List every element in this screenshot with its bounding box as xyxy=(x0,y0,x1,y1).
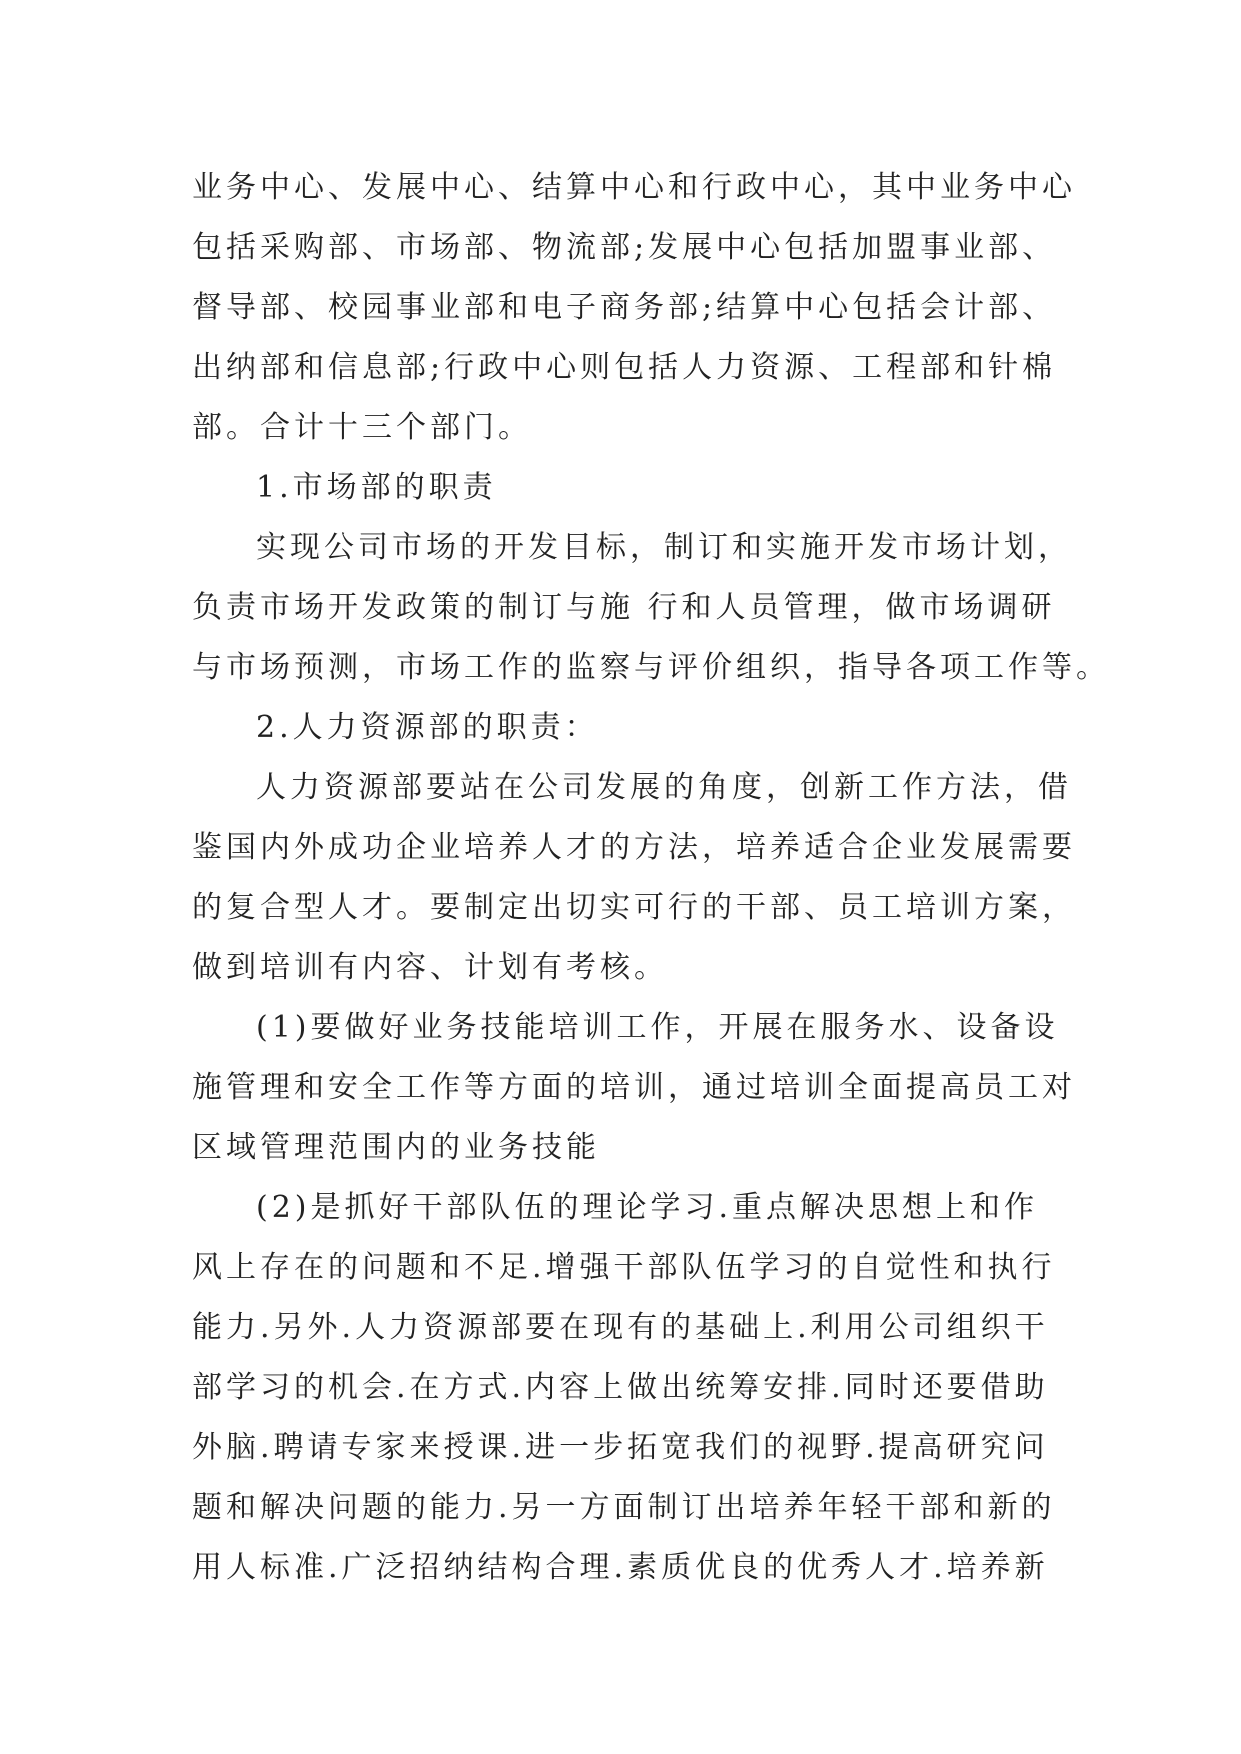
list-item-2: (2)是抓好干部队伍的理论学习.重点解决思想上和作 xyxy=(256,1190,1039,1225)
text-line: 能力.另外.人力资源部要在现有的基础上.利用公司组织干 xyxy=(192,1310,1049,1345)
text-line: 风上存在的问题和不足.增强干部队伍学习的自觉性和执行 xyxy=(192,1250,1056,1285)
text-line: 实现公司市场的开发目标，制订和实施开发市场计划， xyxy=(256,530,1072,565)
list-item-1: (1)要做好业务技能培训工作，开展在服务水、设备设 xyxy=(256,1010,1059,1045)
text-line: 业务中心、发展中心、结算中心和行政中心，其中业务中心 xyxy=(192,170,1076,205)
text-line: 鉴国内外成功企业培养人才的方法，培养适合企业发展需要 xyxy=(192,830,1076,865)
text-line: 人力资源部要站在公司发展的角度，创新工作方法，借 xyxy=(256,770,1072,805)
text-line: 题和解决问题的能力.另一方面制订出培养年轻干部和新的 xyxy=(192,1490,1056,1525)
section-heading-market-dept: 1.市场部的职责 xyxy=(256,470,497,505)
text-line: 区域管理范围内的业务技能 xyxy=(192,1130,600,1165)
text-line: 与市场预测，市场工作的监察与评价组织，指导各项工作等。 xyxy=(192,650,1110,685)
text-line: 包括采购部、市场部、物流部;发展中心包括加盟事业部、 xyxy=(192,230,1057,265)
text-line: 负责市场开发政策的制订与施 行和人员管理，做市场调研 xyxy=(192,590,1056,625)
section-heading-hr-dept: 2.人力资源部的职责： xyxy=(256,710,599,745)
text-line: 用人标准.广泛招纳结构合理.素质优良的优秀人才.培养新 xyxy=(192,1550,1049,1585)
text-line: 部。合计十三个部门。 xyxy=(192,410,532,445)
text-line: 的复合型人才。要制定出切实可行的干部、员工培训方案， xyxy=(192,890,1076,925)
text-line: 出纳部和信息部;行政中心则包括人力资源、工程部和针棉 xyxy=(192,350,1057,385)
text-line: 做到培训有内容、计划有考核。 xyxy=(192,950,668,985)
document-body xyxy=(192,158,1110,1598)
text-line: 部学习的机会.在方式.内容上做出统筹安排.同时还要借助 xyxy=(192,1370,1049,1405)
text-line: 外脑.聘请专家来授课.进一步拓宽我们的视野.提高研究问 xyxy=(192,1430,1049,1465)
text-line: 施管理和安全工作等方面的培训，通过培训全面提高员工对 xyxy=(192,1070,1076,1105)
text-line: 督导部、校园事业部和电子商务部;结算中心包括会计部、 xyxy=(192,290,1057,325)
